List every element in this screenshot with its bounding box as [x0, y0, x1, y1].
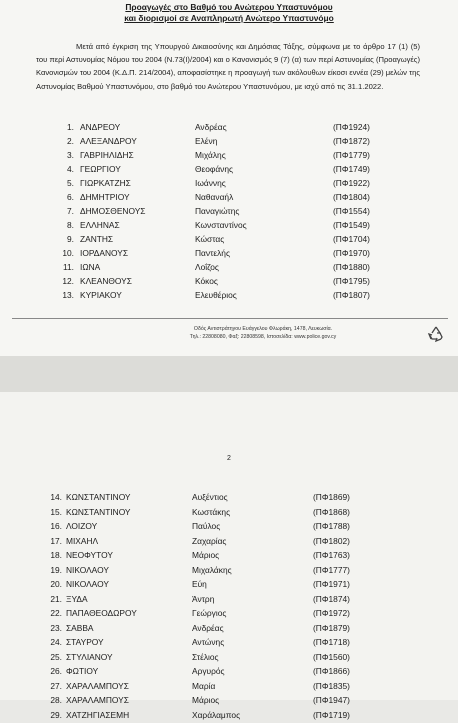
entry-surname: ΕΛΛΗΝΑΣ [80, 220, 120, 230]
entry-number: 25. [38, 652, 62, 662]
entry-code: (ΠΦ1795) [333, 276, 370, 286]
entry-surname: ΚΩΝΣΤΑΝΤΙΝΟΥ [66, 492, 131, 502]
entry-first-name: Στέλιος [192, 652, 219, 662]
list-item [0, 622, 458, 637]
entry-surname: ΜΙΧΑΗΛ [66, 536, 98, 546]
entry-surname: ΧΑΡΑΛΑΜΠΟΥΣ [66, 695, 129, 705]
entry-number: 17. [38, 536, 62, 546]
entry-first-name: Αυξέντιος [192, 492, 228, 502]
entry-surname: ΓΑΒΡΙΗΛΙΔΗΣ [80, 150, 134, 160]
entry-number: 8. [50, 220, 74, 230]
entry-number: 19. [38, 565, 62, 575]
list-item [0, 247, 458, 261]
list-item [0, 564, 458, 579]
entry-first-name: Παναγιώτης [195, 206, 239, 216]
list-item [0, 680, 458, 695]
entry-surname: ΚΩΝΣΤΑΝΤΙΝΟΥ [66, 507, 131, 517]
document-page-1 [0, 0, 458, 356]
list-item [0, 506, 458, 521]
list-item [0, 665, 458, 680]
entry-code: (ΠΦ1749) [333, 164, 370, 174]
entry-number: 12. [50, 276, 74, 286]
list-item [0, 549, 458, 564]
entry-number: 9. [50, 234, 74, 244]
entry-number: 21. [38, 594, 62, 604]
entry-first-name: Ιωάννης [195, 178, 226, 188]
list-item [0, 651, 458, 666]
list-item [0, 578, 458, 593]
recycle-icon [426, 324, 446, 344]
entry-first-name: Ελευθέριος [195, 290, 237, 300]
list-item [0, 520, 458, 535]
entry-first-name: Κώστας [195, 234, 224, 244]
entry-first-name: Άντρη [192, 594, 214, 604]
entry-code: (ΠΦ1807) [333, 290, 370, 300]
entry-first-name: Μάριος [192, 695, 219, 705]
entry-surname: ΚΥΡΙΑΚΟΥ [80, 290, 122, 300]
entry-surname: ΙΟΡΔΑΝΟΥΣ [80, 248, 128, 258]
entry-number: 11. [50, 262, 74, 272]
entry-surname: ΣΤΑΥΡΟΥ [66, 637, 104, 647]
footer-divider [12, 318, 448, 319]
entry-code: (ΠΦ1874) [313, 594, 350, 604]
list-item [0, 694, 458, 709]
entry-first-name: Αργυρός [192, 666, 225, 676]
promotion-list-part-1 [0, 121, 458, 303]
entry-code: (ΠΦ1835) [313, 681, 350, 691]
list-item [0, 636, 458, 651]
entry-first-name: Μαρία [192, 681, 215, 691]
entry-number: 10. [50, 248, 74, 258]
list-item [0, 275, 458, 289]
entry-first-name: Ελένη [195, 136, 217, 146]
entry-surname: ΔΗΜΗΤΡΙΟΥ [80, 192, 130, 202]
list-item [0, 219, 458, 233]
list-item [0, 149, 458, 163]
document-title-line-1: Προαγωγές στο Βαθμό του Ανώτερου Υπαστυνόμου [0, 2, 458, 13]
entry-code: (ΠΦ1704) [333, 234, 370, 244]
entry-surname: ΝΕΟΦΥΤΟΥ [66, 550, 113, 560]
entry-first-name: Ζαχαρίας [192, 536, 226, 546]
entry-surname: ΝΙΚΟΛΑΟΥ [66, 565, 109, 575]
list-item [0, 491, 458, 506]
entry-code: (ΠΦ1924) [333, 122, 370, 132]
entry-surname: ΓΕΩΡΓΙΟΥ [80, 164, 121, 174]
list-item [0, 205, 458, 219]
entry-number: 6. [50, 192, 74, 202]
list-item [0, 121, 458, 135]
entry-first-name: Ναθαναήλ [195, 192, 233, 202]
entry-surname: ΛΟΙΖΟΥ [66, 521, 97, 531]
entry-number: 16. [38, 521, 62, 531]
entry-code: (ΠΦ1777) [313, 565, 350, 575]
entry-surname: ΑΛΕΞΑΝΔΡΟΥ [80, 136, 137, 146]
entry-code: (ΠΦ1868) [313, 507, 350, 517]
entry-number: 28. [38, 695, 62, 705]
entry-number: 22. [38, 608, 62, 618]
entry-first-name: Μιχαλάκης [192, 565, 232, 575]
entry-first-name: Μάριος [192, 550, 219, 560]
entry-code: (ΠΦ1869) [313, 492, 350, 502]
entry-code: (ΠΦ1970) [333, 248, 370, 258]
entry-number: 13. [50, 290, 74, 300]
entry-code: (ΠΦ1972) [313, 608, 350, 618]
entry-code: (ΠΦ1554) [333, 206, 370, 216]
entry-number: 14. [38, 492, 62, 502]
list-item [0, 163, 458, 177]
entry-code: (ΠΦ1788) [313, 521, 350, 531]
entry-first-name: Παύλος [192, 521, 220, 531]
entry-surname: ΧΑΡΑΛΑΜΠΟΥΣ [66, 681, 129, 691]
entry-surname: ΣΤΥΛΙΑΝΟΥ [66, 652, 113, 662]
list-item [0, 593, 458, 608]
entry-first-name: Παντελής [195, 248, 230, 258]
entry-first-name: Ανδρέας [195, 122, 227, 132]
entry-number: 18. [38, 550, 62, 560]
entry-first-name: Κωστάκης [192, 507, 230, 517]
entry-number: 23. [38, 623, 62, 633]
entry-code: (ΠΦ1804) [333, 192, 370, 202]
entry-number: 4. [50, 164, 74, 174]
list-item [0, 289, 458, 303]
entry-code: (ΠΦ1872) [333, 136, 370, 146]
entry-surname: ΞΥΔΑ [66, 594, 88, 604]
entry-number: 5. [50, 178, 74, 188]
entry-number: 24. [38, 637, 62, 647]
entry-first-name: Μιχάλης [195, 150, 226, 160]
entry-number: 3. [50, 150, 74, 160]
entry-first-name: Γεώργιος [192, 608, 226, 618]
list-item [0, 709, 458, 723]
entry-code: (ΠΦ1866) [313, 666, 350, 676]
entry-surname: ΝΙΚΟΛΑΟΥ [66, 579, 109, 589]
entry-first-name: Κόκος [195, 276, 218, 286]
entry-code: (ΠΦ1719) [313, 710, 350, 720]
entry-code: (ΠΦ1779) [333, 150, 370, 160]
page-number: 2 [0, 455, 458, 462]
entry-first-name: Ανδρέας [192, 623, 224, 633]
entry-first-name: Χαράλαμπος [192, 710, 240, 720]
entry-number: 7. [50, 206, 74, 216]
entry-first-name: Θεοφάνης [195, 164, 233, 174]
entry-surname: ΣΑΒΒΑ [66, 623, 94, 633]
list-item [0, 135, 458, 149]
entry-code: (ΠΦ1763) [313, 550, 350, 560]
entry-number: 2. [50, 136, 74, 146]
entry-number: 20. [38, 579, 62, 589]
entry-number: 15. [38, 507, 62, 517]
entry-surname: ΔΗΜΟΣΘΕΝΟΥΣ [80, 206, 145, 216]
footer-address: Οδός Αντιστράτηγου Ευάγγελου Φλωράκη, 1478, Λευκωσία. [34, 326, 458, 333]
entry-first-name: Λοΐζος [195, 262, 219, 272]
entry-first-name: Αντώνης [192, 637, 224, 647]
entry-number: 1. [50, 122, 74, 132]
entry-number: 27. [38, 681, 62, 691]
list-item [0, 233, 458, 247]
promotion-list-part-2 [0, 491, 458, 723]
entry-surname: ΑΝΔΡΕΟΥ [80, 122, 120, 132]
entry-code: (ΠΦ1560) [313, 652, 350, 662]
entry-code: (ΠΦ1879) [313, 623, 350, 633]
entry-surname: ΠΑΠΑΘΕΟΔΩΡΟΥ [66, 608, 137, 618]
list-item [0, 177, 458, 191]
entry-code: (ΠΦ1880) [333, 262, 370, 272]
list-item [0, 191, 458, 205]
entry-code: (ΠΦ1802) [313, 536, 350, 546]
entry-surname: ΧΑΤΖΗΓΙΑΣΕΜΗ [66, 710, 129, 720]
entry-first-name: Κωνσταντίνος [195, 220, 247, 230]
entry-surname: ΦΩΤΙΟΥ [66, 666, 98, 676]
entry-code: (ΠΦ1718) [313, 637, 350, 647]
entry-surname: ΚΛΕΑΝΘΟΥΣ [80, 276, 132, 286]
list-item [0, 535, 458, 550]
entry-number: 29. [38, 710, 62, 720]
entry-surname: ΓΙΩΡΚΑΤΖΗΣ [80, 178, 131, 188]
entry-code: (ΠΦ1922) [333, 178, 370, 188]
entry-code: (ΠΦ1947) [313, 695, 350, 705]
entry-first-name: Εύη [192, 579, 207, 589]
list-item [0, 261, 458, 275]
entry-code: (ΠΦ1971) [313, 579, 350, 589]
entry-surname: ΖΑΝΤΗΣ [80, 234, 113, 244]
entry-number: 26. [38, 666, 62, 676]
intro-paragraph: Μετά από έγκριση της Υπουργού Δικαιοσύνης και Δημόσιας Τάξης, σύμφωνα με το άρθρο 17 (1) (5) του περί Αστυνομίας Νόμου του 2004 (Ν.73(Ι)/2004) και ο Κανονισμός 9 (7) (α) των περί Αστυνομίας (Προαγωγές) Κανονισμών του 2004 (Κ.Δ.Π. 214/2004), αποφασίστηκε η προαγωγή των ακόλουθων είκοσι εννέα (29) μελών της Αστυνομίας Βαθμού Υπαστυνόμου, στο βαθμό του Ανώτερου Υπαστυνόμου, με ισχύ από τις 31.1.2022. [36, 40, 420, 93]
document-title-line-2: και διορισμοί σε Αναπληρωτή Ανώτερο Υπαστυνόμο [0, 13, 458, 24]
page-gap [0, 356, 458, 392]
footer-contact: Τηλ.: 22808080, Φαξ: 22808598, Ιστοσελίδα: www.police.gov.cy [34, 334, 458, 341]
entry-surname: ΙΩΝΑ [80, 262, 100, 272]
list-item [0, 607, 458, 622]
entry-code: (ΠΦ1549) [333, 220, 370, 230]
